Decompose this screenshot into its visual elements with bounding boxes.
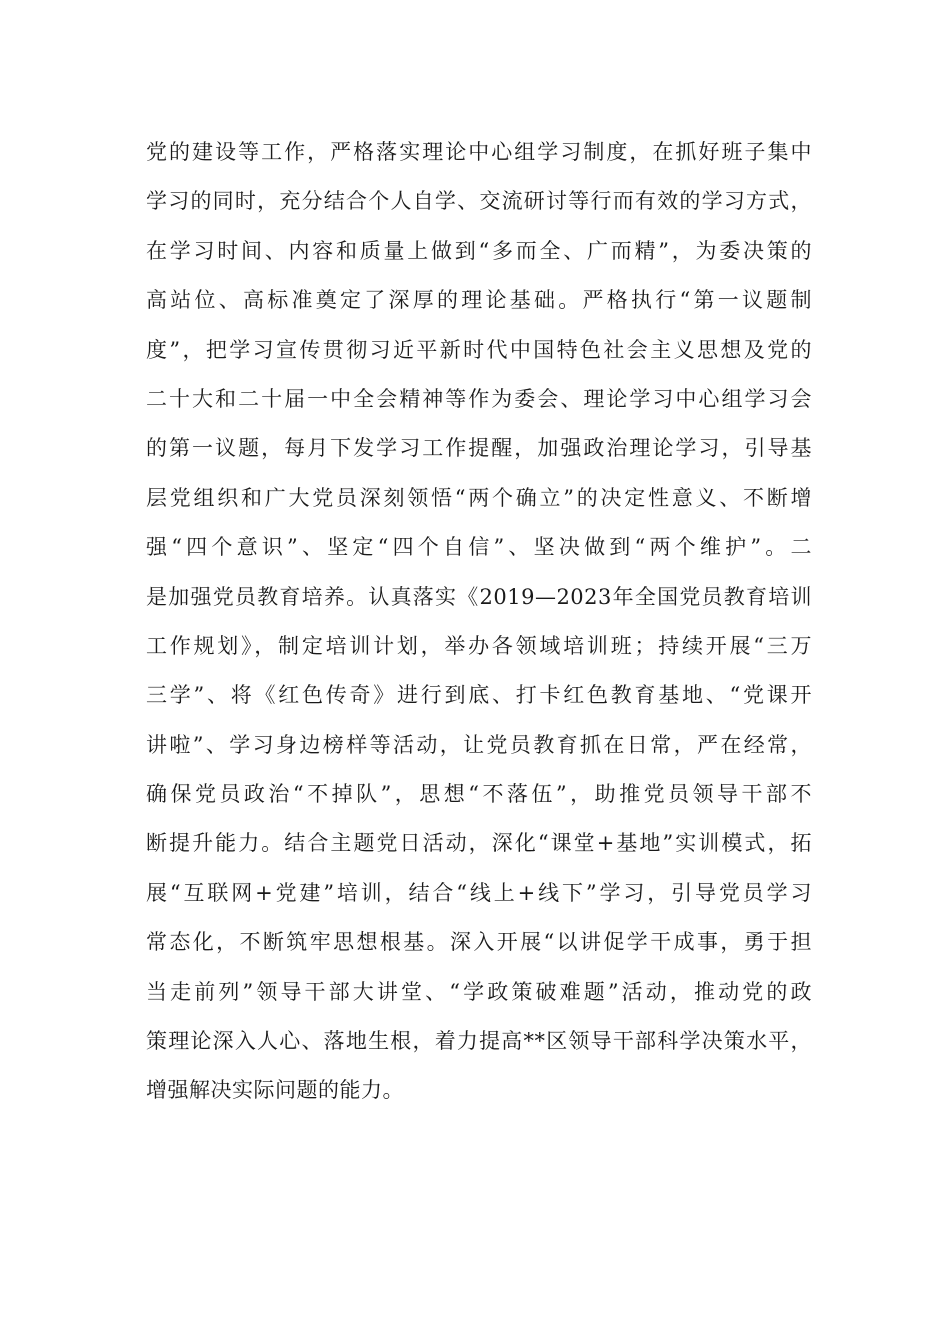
text-line: 党的建设等工作，严格落实理论中心组学习制度，在抓好班子集中 [146, 140, 812, 164]
text-line: 高站位、高标准奠定了深厚的理论基础。严格执行“第一议题制 [146, 288, 812, 313]
text-line: 常态化，不断筑牢思想根基。深入开展“以讲促学干成事，勇于担 [146, 930, 812, 955]
text-line: 讲啦”、学习身边榜样等活动，让党员教育抓在日常，严在经常， [146, 732, 812, 757]
text-line: 是加强党员教育培养。认真落实《2019—2023年全国党员教育培训 [146, 584, 812, 609]
text-line: 确保党员政治“不掉队”，思想“不落伍”，助推党员领导干部不 [146, 782, 812, 807]
body-paragraph [146, 128, 812, 1116]
text-line: 的第一议题，每月下发学习工作提醒，加强政治理论学习，引导基 [146, 436, 812, 461]
text-line: 强“四个意识”、坚定“四个自信”、坚决做到“两个维护”。二 [146, 535, 812, 560]
text-line: 学习的同时，充分结合个人自学、交流研讨等行而有效的学习方式， [146, 189, 812, 214]
text-line: 增强解决实际问题的能力。 [146, 1078, 404, 1103]
text-line: 二十大和二十届一中全会精神等作为委会、理论学习中心组学习会 [146, 386, 812, 411]
text-line: 工作规划》，制定培训计划，举办各领域培训班；持续开展“三万 [146, 633, 812, 658]
text-line: 度”，把学习宣传贯彻习近平新时代中国特色社会主义思想及党的 [146, 337, 812, 362]
text-line: 三学”、将《红色传奇》进行到底、打卡红色教育基地、“党课开 [146, 683, 812, 708]
text-line: 层党组织和广大党员深刻领悟“两个确立”的决定性意义、不断增 [146, 485, 812, 510]
text-line: 策理论深入人心、落地生根，着力提高**区领导干部科学决策水平， [146, 1029, 812, 1054]
text-line: 当走前列”领导干部大讲堂、“学政策破难题”活动，推动党的政 [146, 979, 812, 1004]
text-line: 展“互联网+党建”培训，结合“线上+线下”学习，引导党员学习 [146, 880, 812, 905]
text-line: 断提升能力。结合主题党日活动，深化“课堂+基地”实训模式，拓 [146, 831, 812, 856]
text-line: 在学习时间、内容和质量上做到“多而全、广而精”，为委决策的 [146, 238, 812, 263]
